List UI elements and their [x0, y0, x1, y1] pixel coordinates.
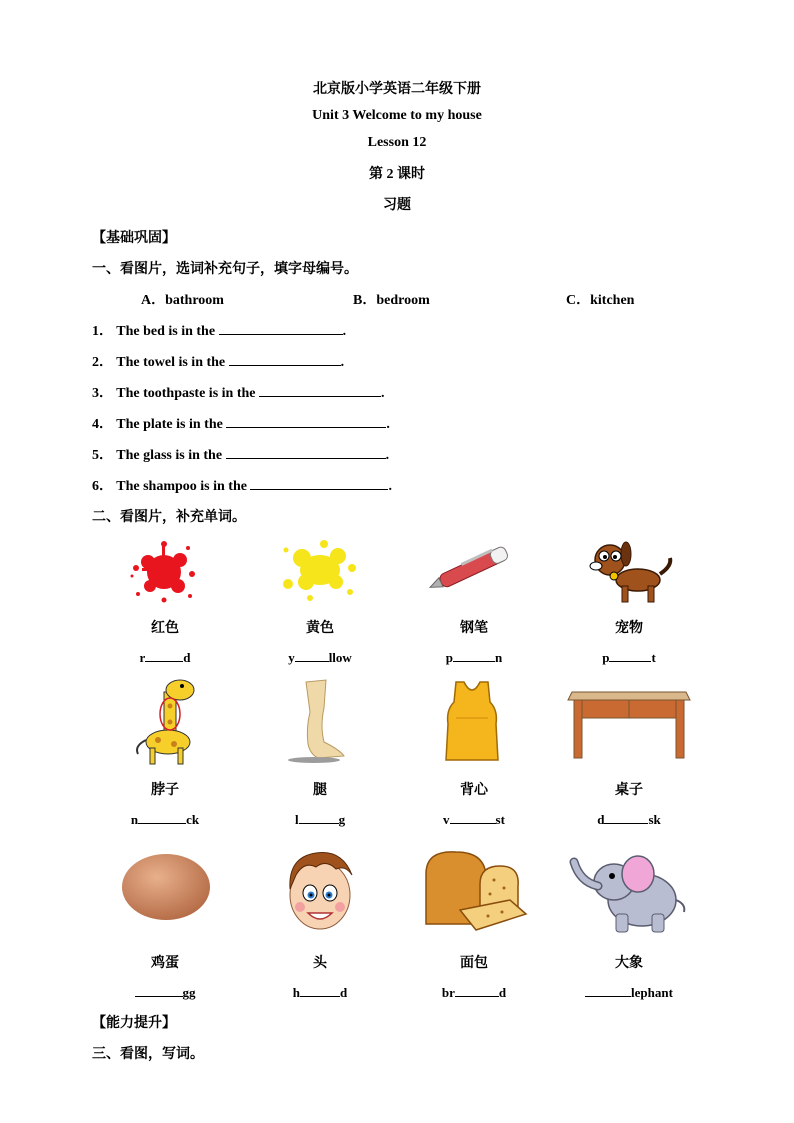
option-a: A．bathroom — [141, 293, 224, 308]
word-suffix: ck — [186, 812, 200, 827]
word-fill[interactable] — [394, 984, 554, 1001]
sentence-text: The towel is in the — [116, 355, 226, 370]
word-cn-label: 腿 — [313, 783, 327, 798]
word-fill[interactable] — [549, 649, 709, 666]
head-icon — [282, 845, 358, 935]
word-fill[interactable] — [240, 984, 400, 1001]
word-suffix: gg — [182, 985, 196, 1000]
question-1-title: 一、看图片，选词补充句子，填字母编号。 — [92, 262, 358, 277]
sentence-number: 1． — [92, 324, 113, 339]
letter-blank[interactable] — [300, 984, 340, 997]
letter-blank[interactable] — [299, 811, 339, 824]
word-cn-label: 红色 — [151, 621, 179, 636]
word-prefix: h — [292, 985, 300, 1000]
sentence-end: . — [342, 324, 347, 339]
exercise-type: 习题 — [383, 198, 411, 213]
answer-blank[interactable] — [229, 352, 341, 366]
letter-blank[interactable] — [145, 649, 183, 662]
word-fill[interactable] — [85, 811, 245, 828]
sentence-text: The bed is in the — [116, 324, 216, 339]
word-prefix: v — [443, 812, 450, 827]
sentence-end: . — [385, 448, 390, 463]
word-prefix: r — [139, 650, 146, 665]
word-prefix: n — [130, 812, 139, 827]
word-cn-label: 桌子 — [615, 783, 643, 798]
sentence-number: 4． — [92, 417, 113, 432]
bread-icon — [420, 844, 530, 936]
word-fill[interactable] — [85, 984, 245, 1001]
word-fill[interactable] — [394, 811, 554, 828]
giraffe-icon — [130, 676, 202, 766]
answer-blank[interactable] — [226, 445, 386, 459]
unit-title: Unit 3 Welcome to my house — [312, 108, 482, 123]
dog-icon — [584, 536, 676, 606]
word-prefix: p — [445, 650, 453, 665]
letter-blank[interactable] — [453, 649, 495, 662]
word-suffix: n — [495, 650, 503, 665]
word-suffix: llow — [328, 650, 352, 665]
section-basic-title: 【基础巩固】 — [92, 231, 176, 246]
answer-blank[interactable] — [259, 383, 381, 397]
word-cn-label: 头 — [313, 956, 327, 971]
answer-blank[interactable] — [250, 476, 388, 490]
word-prefix: y — [288, 650, 295, 665]
sentence-text: The toothpaste is in the — [116, 386, 256, 401]
pen-icon — [424, 540, 524, 596]
letter-blank[interactable] — [455, 984, 499, 997]
sentence-number: 6． — [92, 479, 113, 494]
word-cn-label: 大象 — [615, 956, 643, 971]
book-title: 北京版小学英语二年级下册 — [313, 82, 481, 97]
letter-blank[interactable] — [135, 984, 183, 997]
sentence-end: . — [340, 355, 345, 370]
sentence-text: The shampoo is in the — [116, 479, 247, 494]
sentence-end: . — [386, 417, 390, 432]
sentence-end: . — [388, 479, 392, 494]
sentence-number: 2． — [92, 355, 113, 370]
word-suffix: d — [183, 650, 191, 665]
word-cn-label: 背心 — [460, 783, 488, 798]
leg-icon — [284, 678, 348, 764]
sentence-end: . — [380, 386, 385, 401]
word-prefix: d — [597, 812, 605, 827]
answer-blank[interactable] — [219, 321, 343, 335]
sentence-4 — [92, 413, 390, 433]
sentence-6 — [92, 475, 392, 495]
word-cn-label: 面包 — [460, 956, 488, 971]
word-fill[interactable] — [85, 649, 245, 666]
letter-blank[interactable] — [295, 649, 329, 662]
word-prefix: p — [602, 650, 610, 665]
word-fill[interactable] — [394, 649, 554, 666]
letter-blank[interactable] — [609, 649, 651, 662]
letter-blank[interactable] — [604, 811, 648, 824]
word-cn-label: 鸡蛋 — [151, 956, 179, 971]
letter-blank[interactable] — [138, 811, 186, 824]
elephant-icon — [566, 846, 690, 936]
word-prefix: br — [441, 985, 455, 1000]
sentence-2 — [92, 351, 344, 371]
question-2-title: 二、看图片，补充单词。 — [92, 510, 246, 525]
vest-icon — [442, 678, 502, 764]
question-3-title: 三、看图，写词。 — [92, 1047, 204, 1062]
sentence-number: 3． — [92, 386, 113, 401]
section-advanced-title: 【能力提升】 — [92, 1016, 176, 1031]
word-fill[interactable] — [549, 811, 709, 828]
word-cn-label: 脖子 — [151, 783, 179, 798]
red-splash-icon — [128, 538, 200, 606]
option-b: B．bedroom — [353, 293, 430, 308]
word-cn-label: 宠物 — [615, 621, 643, 636]
letter-blank[interactable] — [450, 811, 496, 824]
yellow-splash-icon — [280, 538, 360, 604]
word-suffix: sk — [648, 812, 661, 827]
sentence-5 — [92, 444, 389, 464]
word-suffix: st — [495, 812, 505, 827]
word-fill[interactable] — [240, 811, 400, 828]
egg-icon — [120, 852, 212, 922]
sentence-text: The glass is in the — [116, 448, 223, 463]
sentence-text: The plate is in the — [116, 417, 223, 432]
word-cn-label: 钢笔 — [460, 621, 488, 636]
sentence-number: 5． — [92, 448, 113, 463]
word-suffix: d — [340, 985, 348, 1000]
word-prefix: l — [294, 812, 299, 827]
answer-blank[interactable] — [226, 414, 386, 428]
word-suffix: lephant — [631, 985, 673, 1000]
word-cn-label: 黄色 — [306, 621, 334, 636]
lesson-title: Lesson 12 — [367, 135, 427, 150]
word-fill[interactable] — [240, 649, 400, 666]
option-c: C．kitchen — [566, 293, 635, 308]
word-suffix: d — [498, 985, 507, 1000]
word-fill[interactable] — [549, 984, 709, 1001]
period-title: 第 2 课时 — [369, 167, 425, 182]
word-suffix: t — [651, 650, 656, 665]
letter-blank[interactable] — [585, 984, 631, 997]
word-suffix: g — [338, 812, 346, 827]
sentence-3 — [92, 382, 384, 402]
sentence-1 — [92, 320, 346, 340]
desk-icon — [566, 688, 692, 760]
